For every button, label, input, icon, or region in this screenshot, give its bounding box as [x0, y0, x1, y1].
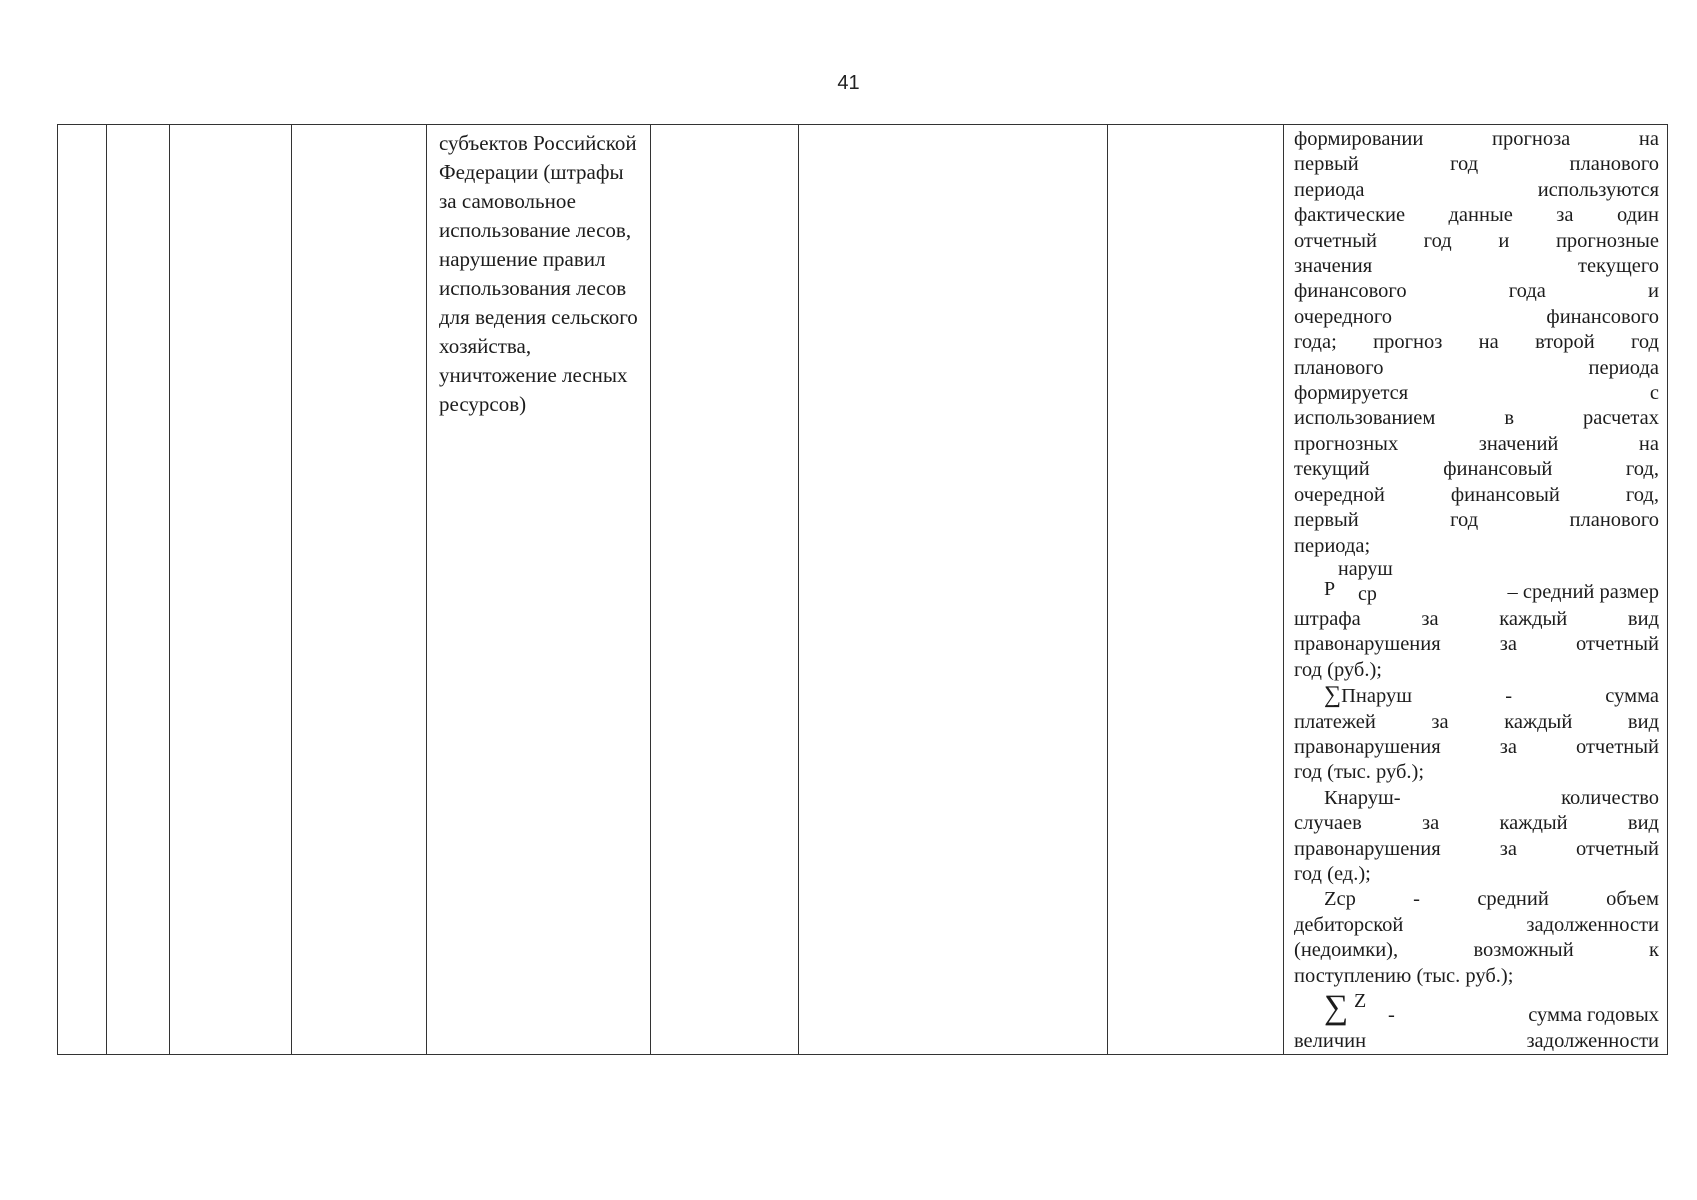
method-line: величин задолженности — [1294, 1030, 1659, 1052]
cell-col-3 — [170, 125, 292, 1055]
method-line: правонарушения за отчетный — [1294, 735, 1659, 758]
method-line: правонарушения за отчетный — [1294, 837, 1659, 860]
p-base: Р — [1324, 577, 1336, 600]
method-line: фактические данные за один — [1294, 204, 1659, 227]
cell-col-2 — [107, 125, 170, 1055]
text-line: за самовольное — [439, 189, 576, 213]
method-line: значения текущего — [1294, 255, 1659, 278]
method-line: штрафа за каждый вид — [1294, 607, 1659, 630]
formula-p-avg-fine — [1294, 559, 1659, 607]
method-line: прогнозных значений на — [1294, 432, 1659, 455]
p-symbol — [1324, 559, 1408, 607]
formula-sum-p — [1294, 683, 1659, 709]
method-line: года; прогноз на второй год — [1294, 331, 1659, 354]
method-line: (недоимки), возможный к — [1294, 939, 1659, 962]
cell-col-7 — [799, 125, 1108, 1055]
cell-col-4 — [292, 125, 427, 1055]
method-line: формируется с — [1294, 382, 1659, 405]
method-line: дебиторской задолженности — [1294, 913, 1659, 936]
method-description — [1284, 125, 1667, 1054]
text-line: Федерации (штрафы — [439, 160, 624, 184]
method-line: правонарушения за отчетный — [1294, 633, 1659, 656]
sum-z-words: сумма годовых — [1528, 1003, 1659, 1026]
method-line: год (руб.); — [1294, 658, 1382, 681]
method-line: первый год планового — [1294, 153, 1659, 176]
revenue-name-text — [427, 125, 650, 419]
sum-sign-icon: ∑ — [1324, 682, 1342, 709]
method-line: платежей за каждый вид — [1294, 710, 1659, 733]
method-line: отчетный год и прогнозные — [1294, 229, 1659, 252]
text-line: уничтожение лесных — [439, 363, 628, 387]
method-line: финансового года и — [1294, 280, 1659, 303]
cell-revenue-name — [427, 125, 651, 1055]
method-line: периода; — [1294, 534, 1371, 557]
text-line: для ведения сельского — [439, 305, 638, 329]
method-line: первый год планового — [1294, 509, 1659, 532]
p-subscript: ср — [1358, 582, 1377, 605]
sum-p-label: Пнаруш — [1341, 685, 1412, 708]
method-line: формировании прогноза на — [1294, 128, 1659, 150]
method-line: случаев за каждый вид — [1294, 812, 1659, 835]
big-sum-icon: ∑ — [1324, 989, 1349, 1026]
cell-col-1 — [58, 125, 107, 1055]
method-line: планового периода — [1294, 356, 1659, 379]
k-label: Кнаруш- — [1324, 786, 1401, 809]
method-line: очередной финансовый год, — [1294, 483, 1659, 506]
method-line: год (ед.); — [1294, 862, 1371, 885]
page-number: 41 — [837, 72, 860, 94]
cell-col-8 — [1108, 125, 1284, 1055]
p-superscript: наруш — [1338, 557, 1393, 580]
text-line: нарушение правил — [439, 247, 606, 271]
p-definition: – средний размер — [1507, 580, 1659, 603]
method-line: использованием в расчетах — [1294, 407, 1659, 430]
table-row — [58, 125, 1668, 1055]
text-line: хозяйства, — [439, 334, 532, 358]
sum-z-dash: - — [1388, 1003, 1395, 1026]
document-table — [57, 124, 1668, 1055]
cell-method — [1284, 125, 1668, 1055]
cell-col-6 — [651, 125, 799, 1055]
text-line: субъектов Российской — [439, 131, 637, 155]
sum-p-lead — [1324, 682, 1412, 709]
sum-z-label: Z — [1354, 990, 1367, 1012]
formula-sum-z — [1294, 989, 1659, 1029]
text-line: ресурсов) — [439, 392, 527, 416]
method-line: поступлению (тыс. руб.); — [1294, 964, 1514, 987]
sum-p-word: сумма — [1605, 685, 1660, 708]
sum-z-definition — [1384, 1003, 1659, 1029]
text-line: использования лесов — [439, 276, 627, 300]
text-line: использование лесов, — [439, 218, 632, 242]
method-line: периода используются — [1294, 178, 1659, 201]
k-word: количество — [1561, 786, 1659, 809]
method-line: текущий финансовый год, — [1294, 458, 1659, 481]
sum-z-symbol — [1324, 989, 1384, 1029]
method-line: очередного финансового — [1294, 305, 1659, 328]
formula-k — [1294, 786, 1659, 811]
sum-p-dash: - — [1505, 685, 1513, 708]
method-line: год (тыс. руб.); — [1294, 761, 1425, 784]
formula-z-avg: Zср - средний объем — [1324, 888, 1659, 911]
